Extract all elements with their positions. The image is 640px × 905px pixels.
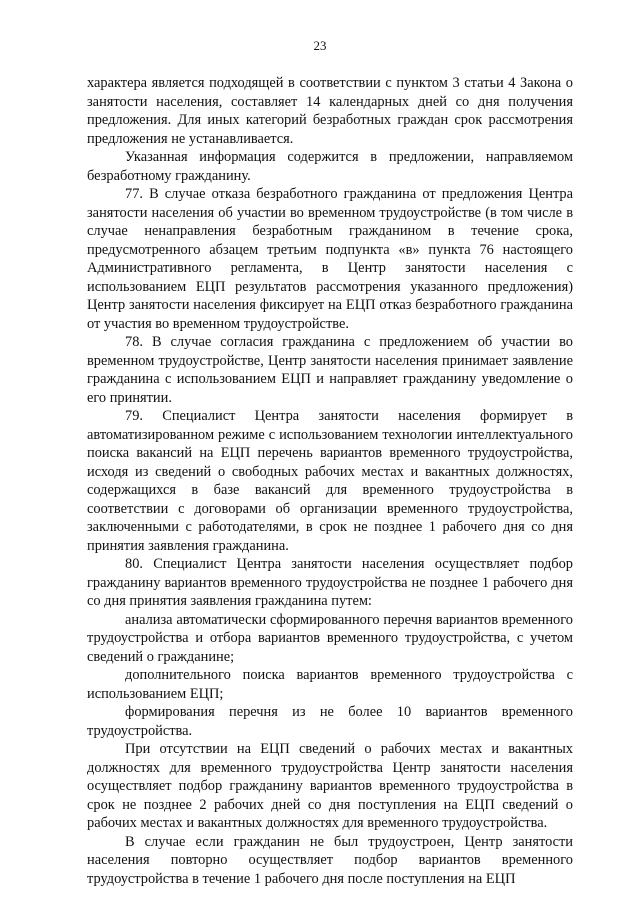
page-body [87,74,573,888]
paragraph-80-item-analysis: анализа автоматически сформированного перечня вариантов временного трудоустройства и отбора вариантов временного трудоустройства, с учетом сведений о гражданине; [87,611,573,665]
paragraph-80-item-list: формирования перечня из не более 10 вариантов временного трудоустройства. [87,704,573,739]
paragraph-continuation: характера является подходящей в соответствии с пунктом 3 статьи 4 Закона о занятости населения, составляет 14 календарных дней со дня получения предложения. Для иных категорий безработных граждан срок рассмотрения предложения не устанавливается. [87,75,573,147]
page-number: 23 [313,38,327,53]
paragraph-absence: При отсутствии на ЕЦП сведений о рабочих местах и вакантных должностях для временного трудоустройства Центр занятости населения осуществляет подбор гражданину вариантов временного трудоустройства в срок не позднее 2 рабочих дней со дня поступления на ЕЦП сведений о рабочих местах и вакантных должностях для временного трудоустройства. [87,741,573,831]
paragraph-repeat: В случае если гражданин не был трудоустроен, Центр занятости населения повторно осуществляет подбор вариантов временного трудоустройства в течение 1 рабочего дня после поступления на ЕЦП [87,833,573,887]
paragraph-info: Указанная информация содержится в предложении, направляемом безработному гражданину. [87,149,573,184]
paragraph-77: 77. В случае отказа безработного гражданина от предложения Центра занятости населения об участии во временном трудоустройстве (в том числе в случае ненаправления безработным гражданином в течение срока, предусмотренного абзацем третьим подпункта «в» пункта 76 настоящего Административного регламента, в Центр занятости населения с использованием ЕЦП результатов рассмотрения указанного предложения) Центр занятости населения фиксирует на ЕЦП отказ безработного гражданина от участия во временном трудоустройстве. [87,186,573,332]
paragraph-78: 78. В случае согласия гражданина с предложением об участии во временном трудоустройстве, Центр занятости населения принимает заявление гражданина с использованием ЕЦП и направляет гражданину уведомление о его принятии. [87,334,573,406]
paragraph-80-item-search: дополнительного поиска вариантов временного трудоустройства с использованием ЕЦП; [87,667,573,702]
paragraph-80: 80. Специалист Центра занятости населения осуществляет подбор гражданину вариантов временного трудоустройства не позднее 1 рабочего дня со дня принятия заявления гражданина путем: [87,556,573,609]
paragraph-79: 79. Специалист Центра занятости населения формирует в автоматизированном режиме с использованием технологии интеллектуального поиска вакансий на ЕЦП перечень вариантов временного трудоустройства, исходя из сведений о свободных рабочих местах и вакантных должностях, содержащихся в базе вакансий для временного трудоустройства в соответствии с договорами об организации временного трудоустройства, заключенными с работодателями, в срок не позднее 1 рабочего дня со дня принятия заявления гражданина. [87,408,573,554]
